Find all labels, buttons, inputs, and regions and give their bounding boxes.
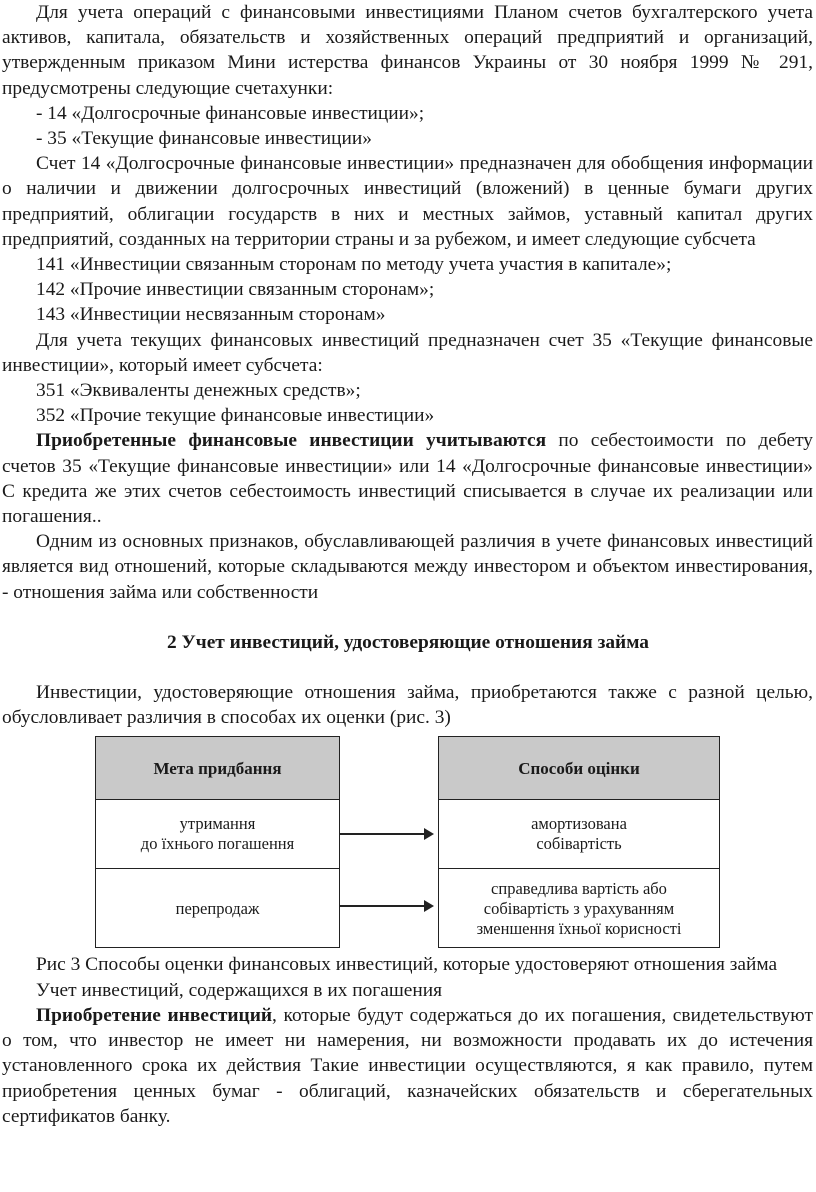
purpose-hold-to-maturity [96,800,339,868]
relations-paragraph: Одним из основных признаков, обуславливающей различия в учете финансовых инвестиций является вид отношений, которые складываются между инвестором и объектом инвестирования, - отношения займа или собственности [2,531,813,603]
valuation-fair-line-3: зменшення їхньої корисності [476,918,682,938]
valuation-amortized-line-1: амортизована [531,814,627,834]
purpose-header: Мета придбання [96,737,339,800]
valuation-fair-value [439,868,719,948]
valuation-fair-line-1: справедлива вартість або [491,878,667,898]
list-item-account-14: - 14 «Долгосрочные финансовые инвестиции»; [36,102,425,124]
subaccount-352: 352 «Прочие текущие финансовые инвестиции» [36,405,435,427]
held-to-maturity-subheading: Учет инвестиций, содержащихся в их погашения [36,979,443,1001]
purpose-hold-line-2: до їхнього погашення [140,834,295,854]
account-14-paragraph: Счет 14 «Долгосрочные финансовые инвестиции» предназначен для обобщения информации о наличии и движении долгосрочных инвестиций (вложений) в ценные бумаги других предприятий, облигации государств в них и местных займов, уставный капитал других предприятий, созданных на территории страны и за рубежом, и имеет следующие субсчета [2,153,813,250]
acquired-investments-bold: Приобретенные финансовые инвестиции учитываются [36,430,547,452]
list-item-account-35: - 35 «Текущие финансовые инвестиции» [36,128,372,150]
arrow-resale-to-fair-value [340,905,432,907]
acquired-investments-paragraph [0,428,816,529]
valuation-header: Способи оцінки [439,737,719,800]
purpose-box [95,736,340,948]
acquired-investments-text: по себестоимости по дебету счетов 35 «Текущие финансовые инвестиции» или 14 «Долгосрочные финансовые инвестиции» С кредита же этих счетов себестоимость инвестиций списывается в случае их реализации или погашения.. [2,430,813,528]
purpose-hold-line-1: утримання [179,814,256,834]
figure-3-caption: Рис 3 Способы оценки финансовых инвестиций, которые удостоверяют отношения займа [36,954,778,976]
acquisition-paragraph [0,1003,816,1129]
section-2-paragraph: Инвестиции, удостоверяющие отношения займа, приобретаются также с разной целью, обусловливает различия в способах их оценки (рис. 3) [2,682,813,729]
subaccount-142: 142 «Прочие инвестиции связанным сторонам»; [36,279,435,301]
account-35-paragraph: Для учета текущих финансовых инвестиций предназначен счет 35 «Текущие финансовые инвестиции», который имеет субсчета: [2,329,813,376]
valuation-amortized-cost [439,800,719,868]
acquisition-bold: Приобретение инвестиций [36,1004,273,1026]
valuation-amortized-line-2: собівартість [536,834,622,854]
valuation-fair-line-2: собівартість з урахуванням [483,898,675,918]
subaccount-351: 351 «Эквиваленты денежных средств»; [36,380,361,402]
valuation-box [438,736,720,948]
section-2-heading: 2 Учет инвестиций, удостоверяющие отношения займа [166,631,650,653]
purpose-resale: перепродаж [96,868,339,948]
acquisition-text: , которые будут содержаться до их погашения, свидетельствуют о том, что инвестор не имеет ни намерения, ни возможности продавать их до истечения установленного срока их действия Такие инвестиции осуществляются, я как правило, путем приобретения ценных бумаг - облигаций, казначейских обязательств и сберегательных сертификатов банку. [2,1004,813,1127]
figure-3-diagram [0,734,816,952]
arrow-hold-to-amortized [340,833,432,835]
subaccount-141: 141 «Инвестиции связанным сторонам по методу учета участия в капитале»; [36,254,672,276]
intro-paragraph-1: Для учета операций с финансовыми инвестициями Планом счетов бухгалтерского учета активов, капитала, обязательств и хозяйственных операций предприятий и организаций, утвержденным приказом Мини истерства финансов Украины от 30 ноября 1999 № 291, предусмотрены следующие счетахунки: [2,2,813,99]
subaccount-143: 143 «Инвестиции несвязанным сторонам» [36,304,386,326]
